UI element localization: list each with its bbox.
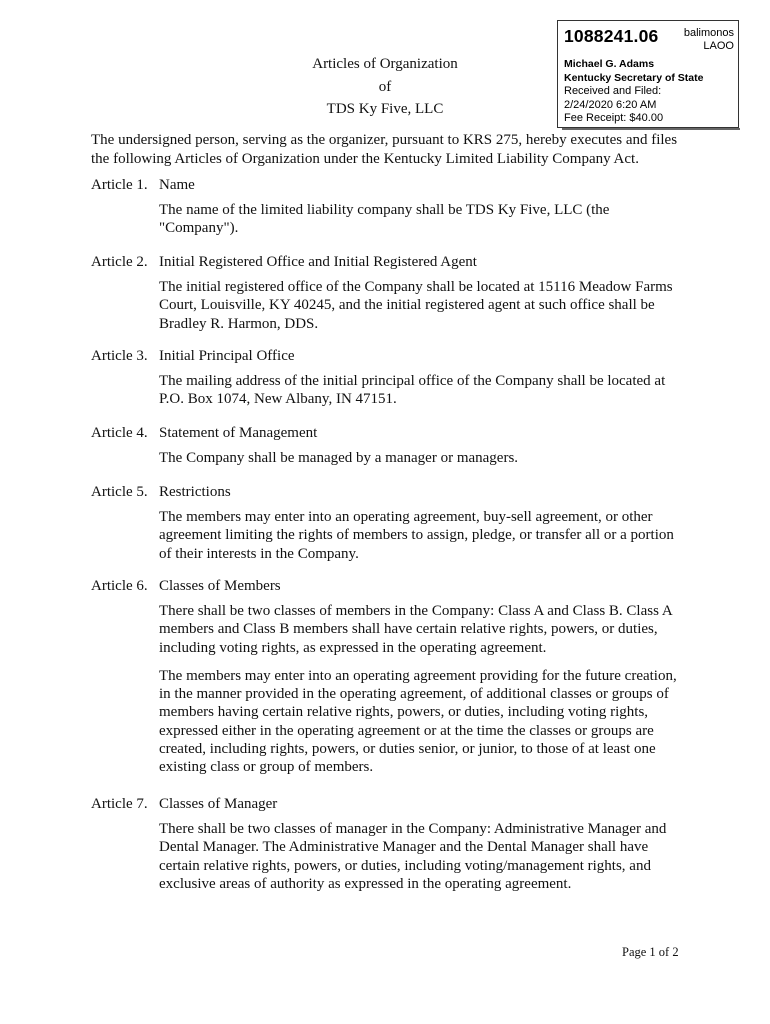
article-paragraph: The Company shall be managed by a manager or managers.: [159, 450, 519, 466]
filing-stamp: [557, 20, 739, 128]
article-7: [91, 795, 711, 893]
article-header: [91, 176, 711, 195]
article-paragraph: There shall be two classes of manager in the Company: Administrative Manager and Dental Manager. The Administrative Manager and the Dental Manager shall have certain relative rights, powers, or duties, including voting/management rights, and exclusive areas of authority as expressed in the operating agreement.: [159, 821, 667, 892]
stamp-office-code: LAOO: [703, 40, 734, 52]
article-2: [91, 253, 711, 333]
article-label: Article 1.: [91, 177, 148, 193]
article-label: Article 3.: [91, 348, 148, 364]
article-header: [91, 795, 711, 814]
article-3: [91, 347, 711, 409]
stamp-office-title: Kentucky Secretary of State: [564, 71, 704, 84]
document-title: [285, 53, 485, 121]
article-header: [91, 424, 711, 443]
intro-paragraph: The undersigned person, serving as the organizer, pursuant to KRS 275, hereby executes and files the following Articles of Organization under the Kentucky Limited Liability Company Act.: [91, 132, 678, 167]
stamp-received-label: Received and Filed:: [564, 85, 662, 97]
article-label: Article 2.: [91, 254, 148, 270]
article-header: [91, 483, 711, 502]
article-paragraph: The mailing address of the initial principal office of the Company shall be located at P.O. Box 1074, New Albany, IN 47151.: [159, 373, 666, 408]
title-line-1: Articles of Organization: [312, 56, 458, 72]
article-label: Article 5.: [91, 484, 148, 500]
stamp-secretary-name: Michael G. Adams: [564, 58, 655, 70]
article-heading: Statement of Management: [159, 425, 318, 441]
stamp-user: [684, 27, 734, 53]
title-line-3: TDS Ky Five, LLC: [326, 101, 444, 117]
article-paragraph: The name of the limited liability company shall be TDS Ky Five, LLC (the "Company").: [159, 202, 610, 237]
article-paragraph: The members may enter into an operating agreement providing for the future creation, in the manner provided in the operating agreement, of additional classes or groups of members having certain relative rights, powers, or duties, including voting rights, expressed either in the operating agreement or at the time the classes or groups are created, including rights, powers, or duties senior, or junior, to those of at least one existing class or group of members.: [159, 667, 677, 776]
article-1: [91, 176, 711, 238]
article-heading: Classes of Members: [159, 578, 281, 594]
stamp-username: balimonos: [683, 27, 734, 39]
stamp-fee: Fee Receipt: $40.00: [564, 112, 664, 124]
article-6: [91, 577, 711, 777]
stamp-details: [564, 58, 703, 126]
article-heading: Initial Principal Office: [159, 348, 295, 364]
article-heading: Initial Registered Office and Initial Registered Agent: [159, 254, 477, 270]
article-4: [91, 424, 711, 467]
stamp-datetime: 2/24/2020 6:20 AM: [564, 98, 657, 111]
article-paragraph: The members may enter into an operating agreement, buy-sell agreement, or other agreement limiting the rights of members to assign, pledge, or transfer all or a portion of their interests in the Company.: [159, 509, 674, 562]
article-heading: Classes of Manager: [159, 796, 278, 812]
article-heading: Name: [159, 177, 195, 193]
article-paragraph: The initial registered office of the Company shall be located at 15116 Meadow Farms Court, Louisville, KY 40245, and the initial registered agent at such office shall be Bradley R. Harmon, DDS.: [159, 279, 673, 332]
article-heading: Restrictions: [159, 484, 231, 500]
article-5: [91, 483, 711, 563]
article-header: [91, 577, 711, 596]
article-header: [91, 347, 711, 366]
stamp-shadow: [562, 128, 740, 130]
article-header: [91, 253, 711, 272]
article-paragraph: There shall be two classes of members in the Company: Class A and Class B. Class A members and Class B members shall have certain relative rights, powers, or duties, including voting rights, as expressed in the operating agreement.: [159, 603, 672, 656]
page-number: Page 1 of 2: [622, 945, 679, 959]
title-line-2: of: [378, 78, 392, 95]
filing-number: 1088241.06: [564, 26, 659, 46]
article-label: Article 6.: [91, 578, 148, 594]
article-label: Article 4.: [91, 425, 148, 441]
article-label: Article 7.: [91, 796, 148, 812]
